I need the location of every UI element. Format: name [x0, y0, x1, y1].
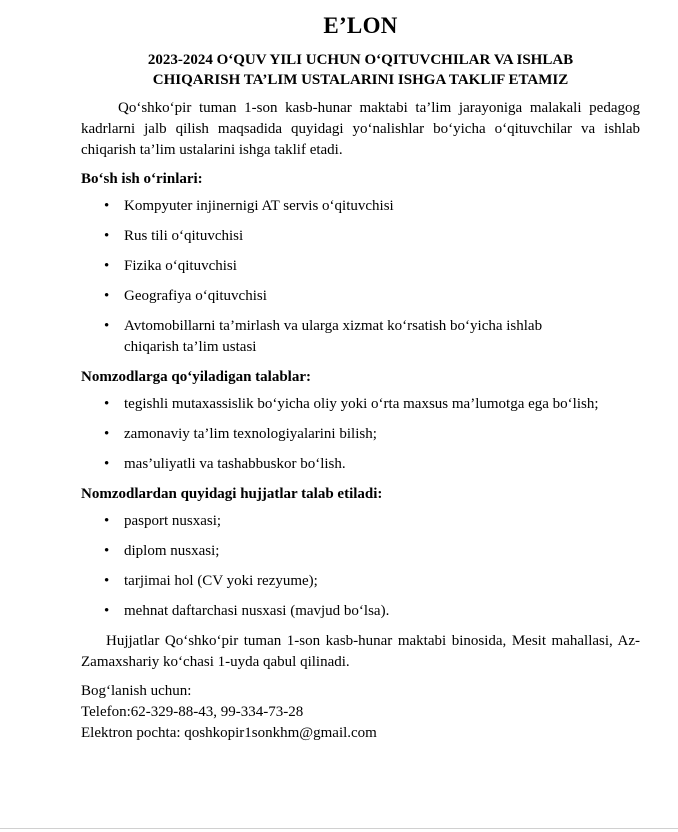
contact-phone: Telefon:62-329-88-43, 99-334-73-28 [81, 704, 304, 720]
list-item-text: Geografiya o‘qituvchisi [124, 288, 267, 304]
subtitle-line-2: CHIQARISH TA’LIM USTALARINI ISHGA TAKLIF ETAMIZ [152, 72, 569, 88]
list-item [81, 196, 640, 217]
bullet-icon: • [104, 603, 110, 619]
list-item [81, 601, 640, 622]
section-heading: Nomzodlardan quyidagi hujjatlar talab etiladi: [81, 486, 383, 502]
section-heading: Bo‘sh ish o‘rinlari: [81, 171, 203, 187]
list-item-text: tarjimai hol (CV yoki rezyume); [124, 573, 318, 589]
intro-paragraph: Qo‘shko‘pir tuman 1-son kasb-hunar maktabi ta’lim jarayoniga malakali pedagog kadrlarni jalb qilish maqsadida quyidagi yo‘nalishlar bo‘yicha o‘qituvchilar va ishlab chiqarish ta’lim ustalarini ishga taklif etadi. [81, 100, 640, 158]
sections-container [81, 169, 640, 622]
document-title: E’LON [323, 13, 398, 38]
bullet-list [81, 196, 640, 358]
list-item-text: tegishli mutaxassislik bo‘yicha oliy yoki o‘rta maxsus ma’lumotga ega bo‘lish; [124, 396, 599, 412]
bullet-icon: • [104, 318, 110, 334]
list-item-text: pasport nusxasi; [124, 513, 222, 529]
list-item [81, 394, 640, 415]
bullet-icon: • [104, 288, 110, 304]
bullet-icon: • [104, 513, 110, 529]
location-paragraph: Hujjatlar Qo‘shko‘pir tuman 1-son kasb-hunar maktabi binosida, Mesit mahallasi, Az-Zamaxshariy ko‘chasi 1-uyda qabul qilinadi. [81, 633, 640, 670]
list-item [81, 571, 640, 592]
list-item-text: mas’uliyatli va tashabbuskor bo‘lish. [124, 456, 346, 472]
bullet-icon: • [104, 396, 110, 412]
list-item [81, 454, 640, 475]
list-item-text: mehnat daftarchasi nusxasi (mavjud bo‘lsa). [124, 603, 390, 619]
document-subtitle [81, 50, 640, 90]
list-item [81, 541, 640, 562]
bullet-icon: • [104, 456, 110, 472]
bullet-icon: • [104, 543, 110, 559]
list-item-text: Kompyuter injinernigi AT servis o‘qituvchisi [124, 198, 394, 214]
bullet-icon: • [104, 258, 110, 274]
bullet-icon: • [104, 228, 110, 244]
page-bottom-divider [0, 828, 678, 829]
list-item [81, 256, 640, 277]
list-item [81, 511, 640, 532]
bullet-list [81, 511, 640, 622]
section-heading: Nomzodlarga qo‘yiladigan talablar: [81, 369, 312, 385]
contact-block [81, 681, 640, 744]
list-item [81, 316, 640, 358]
bullet-icon: • [104, 573, 110, 589]
announcement-document [81, 12, 640, 744]
list-item [81, 226, 640, 247]
list-item [81, 424, 640, 445]
bullet-icon: • [104, 426, 110, 442]
bullet-list [81, 394, 640, 475]
list-item-text: Rus tili o‘qituvchisi [124, 228, 244, 244]
list-item-text: diplom nusxasi; [124, 543, 220, 559]
subtitle-line-1: 2023-2024 O‘QUV YILI UCHUN O‘QITUVCHILAR VA ISHLAB [147, 52, 574, 68]
bullet-icon: • [104, 198, 110, 214]
list-item-text: Avtomobillarni ta’mirlash va ularga xizmat ko‘rsatish bo‘yicha ishlab chiqarish ta’lim ustasi [124, 318, 543, 355]
list-item-text: Fizika o‘qituvchisi [124, 258, 237, 274]
contact-email: Elektron pochta: qoshkopir1sonkhm@gmail.com [81, 725, 377, 741]
contact-label: Bog‘lanish uchun: [81, 683, 192, 699]
list-item [81, 286, 640, 307]
list-item-text: zamonaviy ta’lim texnologiyalarini bilish; [124, 426, 377, 442]
